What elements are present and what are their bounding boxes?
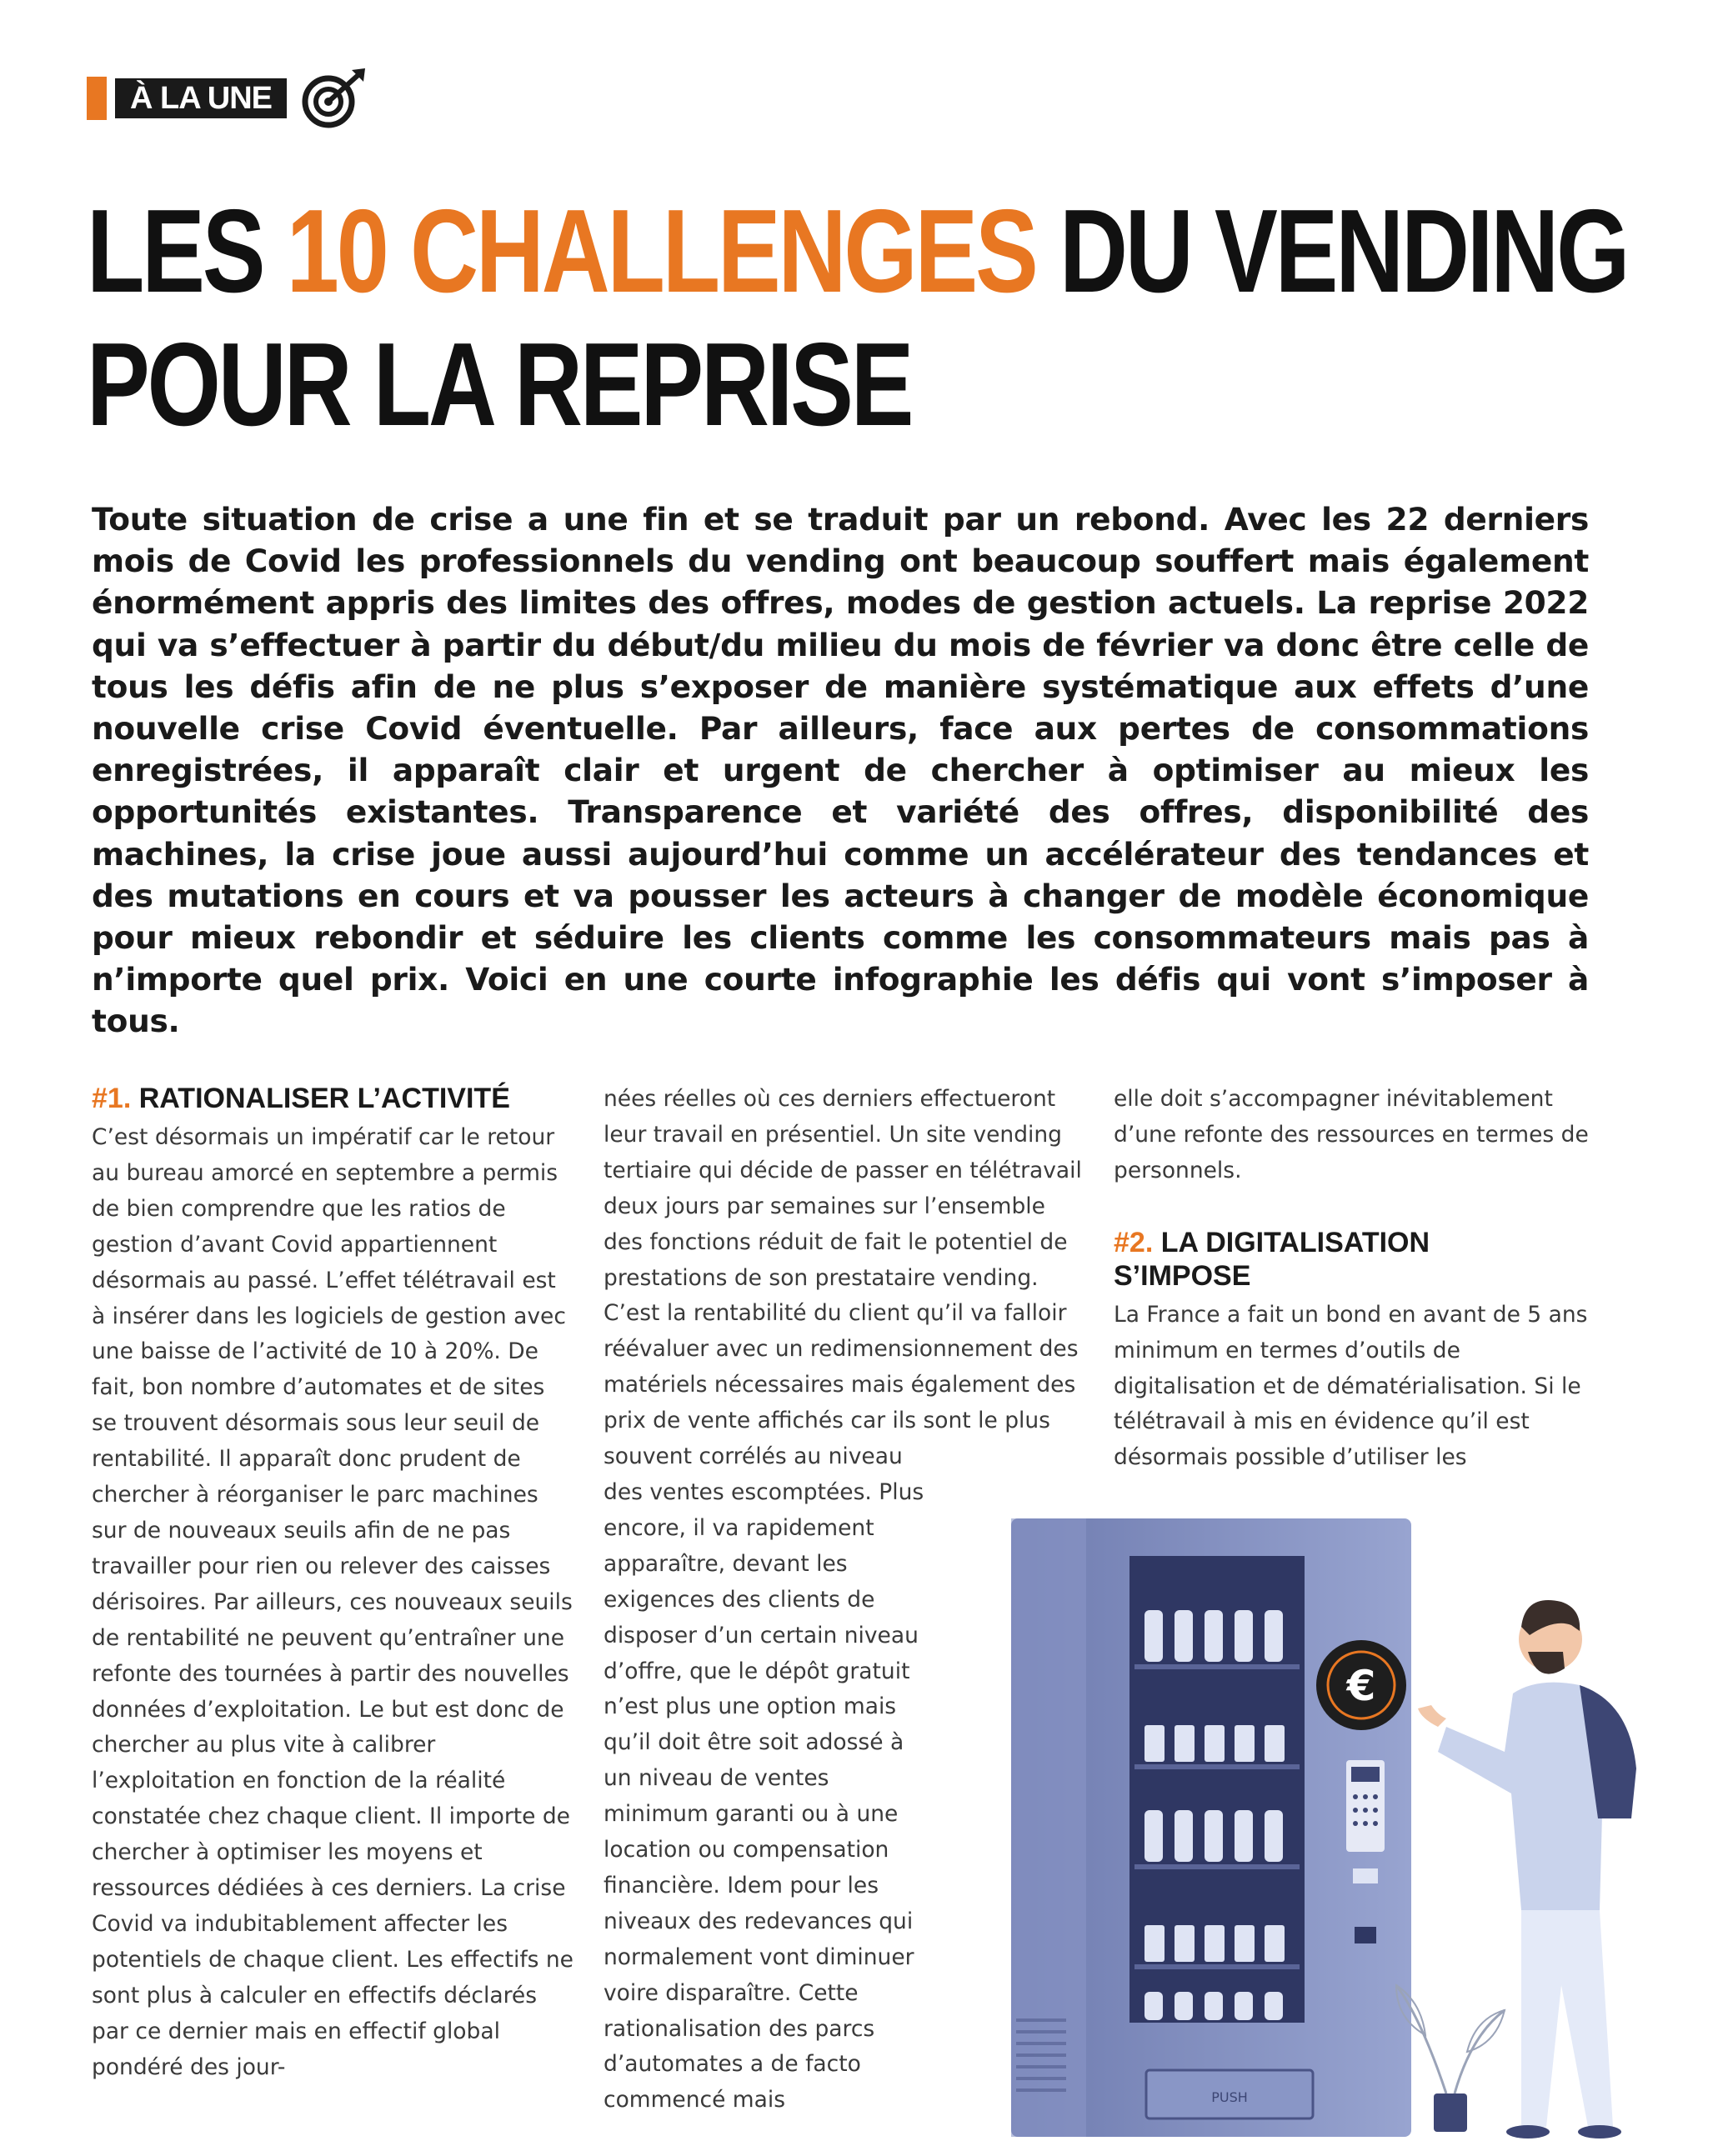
euro-symbol: € xyxy=(1346,1662,1376,1710)
section-2-title-line-2: S’IMPOSE xyxy=(1114,1259,1251,1292)
section-2-number: #2. xyxy=(1114,1226,1154,1258)
lead-paragraph: Toute situation de crise a une fin et se traduit par un rebond. Avec les 22 derniers mois de Covid les professionnels du vending ont beaucoup souffert mais également énormément appris des limites des offres, modes de gestion actuels. La reprise 2022 qui va s’effectuer à partir du début/du milieu du mois de février va donc être celle de tous les défis afin de ne plus s’exposer de manière systématique aux effets d’une nouvelle crise Covid éventuelle. Par ailleurs, face aux pertes de consommations enregistrées, il apparaît clair et urgent de chercher à optimiser au mieux les opportunités existantes. Transparence et variété des offres, disponibilité des machines, la crise joue aussi aujourd’hui comme un accélérateur des tendances et des mutations en cours et va pousser les acteurs à changer de modèle économique pour mieux rebondir et séduire les clients comme les consommateurs mais pas à n’importe quel prix. Voici en une courte infographie les défis qui vont s’imposer à tous. xyxy=(92,501,1589,1040)
section-1-title: RATIONALISER L’ACTIVITÉ xyxy=(138,1083,510,1114)
section-2-title-line-1: LA DIGITALISATION xyxy=(1160,1226,1430,1258)
section-1-text-part-4: elle doit s’accompagner inévitablement d’une refonte des ressources en termes de personnels. xyxy=(1114,1086,1589,1183)
section-1-text-part-1: C’est désormais un impératif car le retour au bureau amorcé en septembre a permis de bien comprendre que les ratios de gestion d’avant Covid appartiennent désormais au passé. L’effet télétravail est à insérer dans les logiciels de gestion avec une baisse de l’activité de 10 à 20%. De fait, bon nombre d’automates et de sites se trouvent désormais sous leur seuil de rentabilité. Il apparaît donc prudent de chercher à réorganiser le parc machines sur de nouveaux seuils afin de ne pas travailler pour rien ou relever des caisses dérisoires. Par ailleurs, ces nouveaux seuils de rentabilité ne peuvent qu’entraîner une refonte des tournées à partir des nouvelles données d’exploitation. Le but est donc de chercher au plus vite à calibrer l’exploitation en fonction de la réalité constatée chez chaque client. Il importe de chercher à optimiser les moyens et ressources dédiées à ces derniers. La crise Covid va indubitablement affecter les potentiels de chaque client. Les effectifs ne sont plus à calculer en effectifs déclarés par ce dernier mais en effectif global pondéré des jour- xyxy=(92,1124,574,2080)
tag-accent-bar xyxy=(87,77,107,120)
push-label: PUSH xyxy=(1211,2089,1248,2105)
headline-line-2: POUR LA REPRISE xyxy=(87,318,912,451)
section-1-number: #1. xyxy=(92,1083,132,1114)
section-tag xyxy=(87,77,368,120)
section-1-text-part-2: nées réelles où ces derniers effectueront leur travail en présentiel. Un site vending tertiaire qui décide de passer en télétravail deux jours par semaines sur l’ensemble des fonctions réduit de fait le potentiel de prestations de son prestataire vending. C’est la rentabilité du client qu’il va falloir réévaluer avec un redimensionnement des matériels nécessaires mais également des prix de vente affichés car ils sont le plus xyxy=(604,1086,1082,1434)
article-column-1 xyxy=(92,1082,575,2085)
section-tag-label: À LA UNE xyxy=(115,78,287,118)
section-1-heading xyxy=(92,1082,575,1115)
headline xyxy=(87,185,1628,452)
article-column-3 xyxy=(1114,1082,1597,1476)
target-arrow-icon xyxy=(298,67,368,130)
headline-prefix: LES xyxy=(87,185,263,318)
person-figure xyxy=(1418,1600,1636,2138)
headline-accent: 10 CHALLENGES xyxy=(286,185,1036,318)
headline-line-1 xyxy=(87,185,1628,318)
potted-plant xyxy=(1396,1985,1505,2132)
section-1-text-part-3: souvent corrélés au niveau des ventes escomptées. Plus encore, il va rapidement apparaître, devant les exigences des clients de disposer d’un certain niveau d’offre, que le dépôt gratuit n’est plus une option mais qu’il doit être soit adossé à un niveau de ventes minimum garanti ou à une location ou compensation financière. Idem pour les niveaux des redevances qui normalement vont diminuer voire disparaître. Cette rationalisation des parcs d’automates a de facto commencé mais xyxy=(604,1443,924,2113)
headline-suffix: DU VENDING xyxy=(1059,185,1628,318)
vending-machine-illustration xyxy=(1004,1518,1671,2156)
section-2-text: La France a fait un bond en avant de 5 ans minimum en termes d’outils de digitalisation et de dématérialisation. Si le télétravail à mis en évidence qu’il est désormais possible d’utiliser les xyxy=(1114,1301,1588,1471)
section-2-heading xyxy=(1114,1226,1597,1293)
